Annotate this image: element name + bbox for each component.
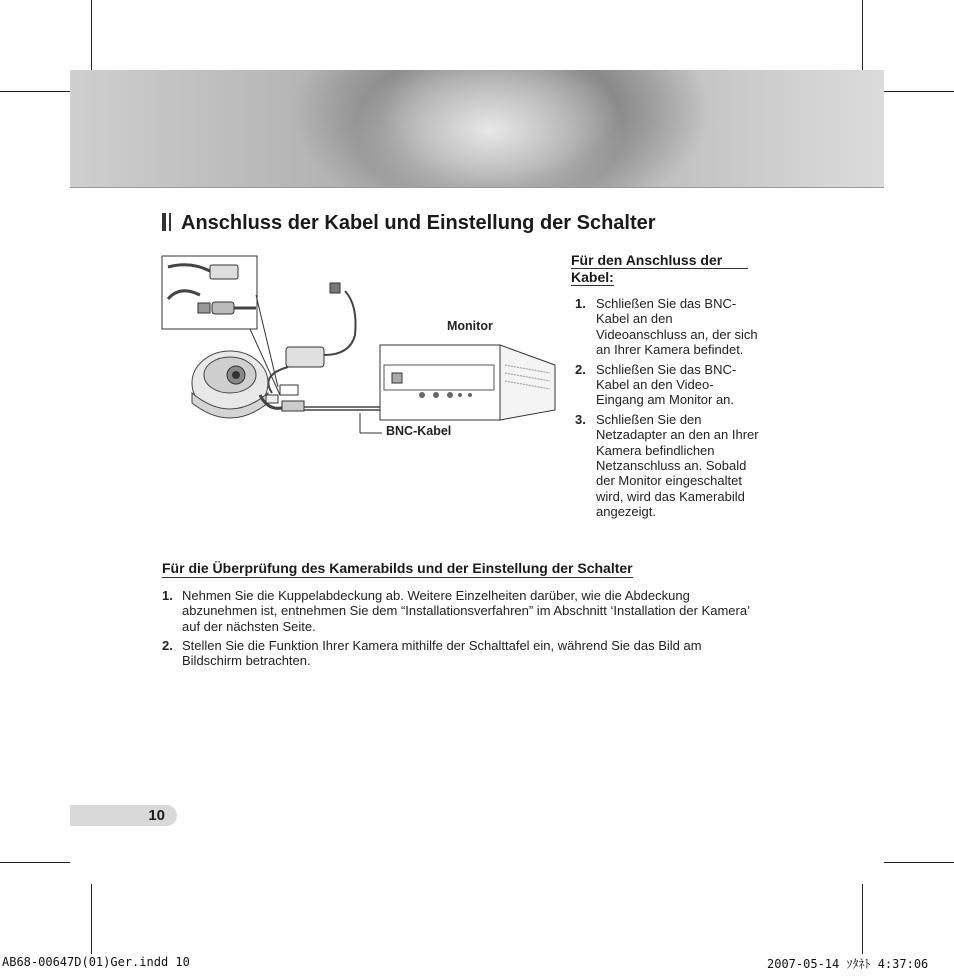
power-adapter: [286, 347, 324, 367]
check-section: [162, 560, 762, 672]
connect-steps-list: [571, 296, 761, 520]
step-text: Stellen Sie die Funktion Ihrer Kamera mithilfe der Schalttafel ein, während Sie das Bild am Bildschirm betrachten.: [182, 637, 702, 669]
page-title-text: Anschluss der Kabel und Einstellung der Schalter: [181, 212, 656, 234]
connect-section-heading: [571, 252, 761, 286]
page-title: [162, 212, 656, 235]
crop-mark: [862, 0, 863, 70]
list-item: [571, 412, 761, 520]
connection-illustration: [160, 255, 560, 455]
bnc-cable-label: BNC-Kabel: [386, 424, 452, 438]
step-number: 2.: [575, 361, 586, 377]
check-section-heading: Für die Überprüfung des Kamerabilds und der Einstellung der Schalter: [162, 560, 633, 576]
list-item: [571, 296, 761, 358]
step-number: 1.: [162, 588, 173, 603]
step-number: 1.: [575, 296, 586, 311]
title-marker: [162, 213, 166, 231]
list-item: [162, 638, 762, 669]
crop-mark: [884, 862, 954, 863]
connect-heading-line2: Kabel:: [571, 269, 614, 285]
page-number: 10: [148, 807, 165, 824]
check-steps-list: [162, 588, 762, 668]
footer-file: AB68-00647D(01)Ger.indd 10: [2, 955, 190, 969]
step-number: 2.: [162, 637, 173, 653]
step-text: Schließen Sie das BNC-Kabel an den Videoanschluss an, der sich an Ihrer Kamera befindet.: [596, 296, 758, 358]
crop-mark: [884, 91, 954, 92]
step-text: Nehmen Sie die Kuppelabdeckung ab. Weitere Einzelheiten darüber, wie die Abdeckung abzunehmen ist, entnehmen Sie dem “Installationsverfahren” im Abschnitt ‘Installation der Kamera’ auf der nächsten Seite.: [182, 588, 750, 634]
list-item: [162, 588, 762, 634]
crop-mark: [0, 862, 70, 863]
step-text: Schließen Sie das BNC-Kabel an den Video-Eingang am Monitor an.: [596, 361, 737, 408]
connection-diagram: [160, 255, 560, 455]
connect-section: [571, 252, 761, 524]
header-banner: [70, 70, 884, 188]
title-marker: [169, 213, 171, 231]
page-number-badge: [70, 805, 177, 826]
footer-datetime: 2007-05-14 ｿﾀﾈﾄ 4:37:06: [767, 957, 929, 971]
crop-mark: [862, 884, 863, 954]
step-text: Schließen Sie den Netzadapter an den an Ihrer Kamera befindlichen Netzanschluss an. Sobald der Monitor eingeschaltet wird, wird das Kamerabild angezeigt.: [596, 411, 759, 520]
crop-mark: [0, 91, 70, 92]
crop-mark: [91, 0, 92, 70]
connect-heading-line1: Für den Anschluss der: [571, 252, 748, 269]
list-item: [571, 362, 761, 408]
monitor-label: Monitor: [447, 319, 493, 333]
step-number: 3.: [575, 411, 586, 427]
crop-mark: [91, 884, 92, 954]
